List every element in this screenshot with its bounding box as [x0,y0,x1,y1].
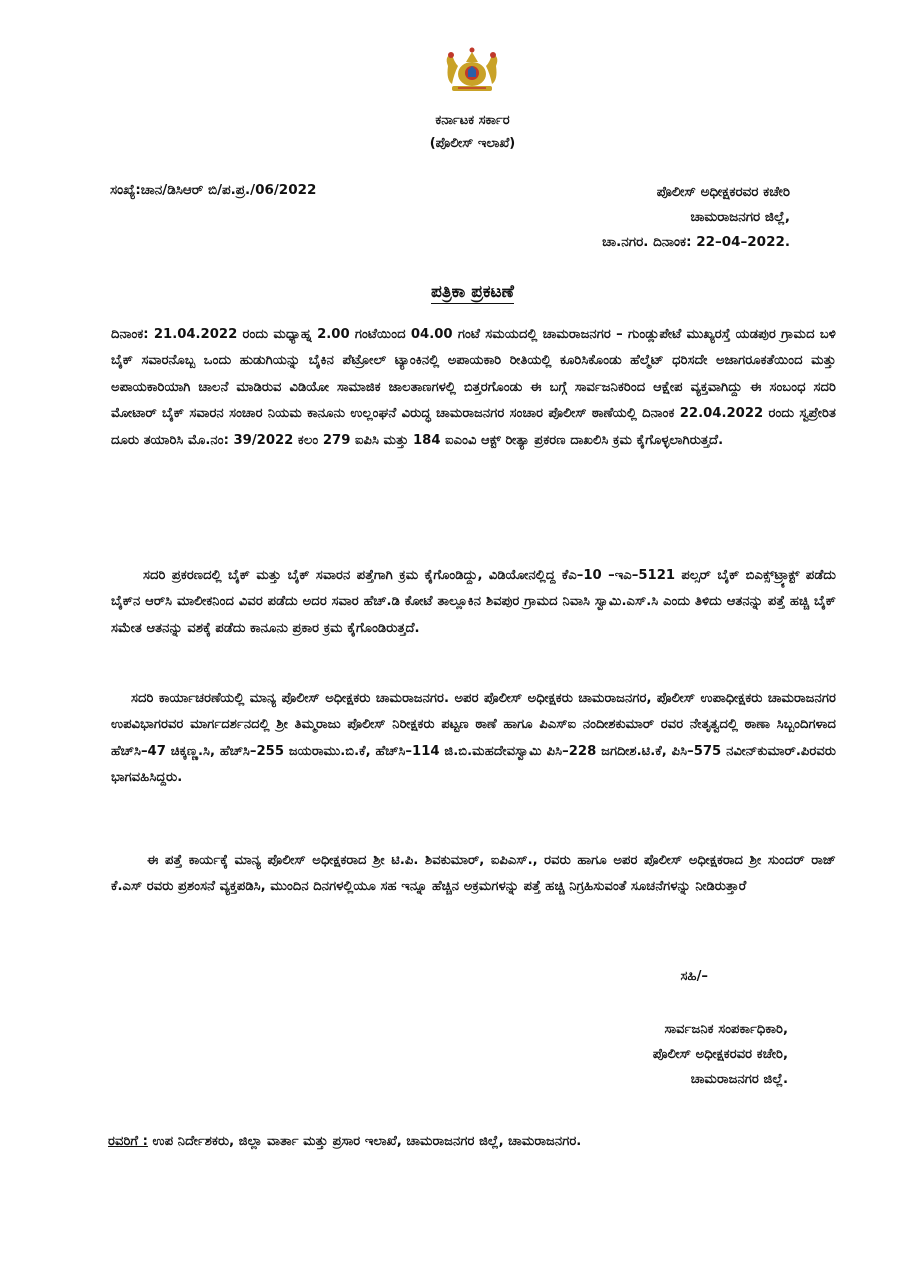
reference-number: ಸಂಖ್ಯೆ:ಚಾನ/ಡಿಸಿಆರ್ ಬಿ/ಪ.ಪ್ರ./06/2022 [110,182,317,198]
office-address-block [602,180,790,255]
paragraph-operation-team: ಸದರಿ ಕಾರ್ಯಾಚರಣೆಯಲ್ಲಿ ಮಾನ್ಯ ಪೊಲೀಸ್ ಅಧೀಕ್ಷಕರು ಚಾಮರಾಜನಗರ. ಅಪರ ಪೊಲೀಸ್ ಅಧೀಕ್ಷಕರು ಚಾಮರಾಜನಗರ, ಪೊಲೀಸ್ ಉಪಾಧೀಕ್ಷಕರು ಚಾಮರಾಜನಗರ ಉಪವಿಭಾಗರವರ ಮಾರ್ಗದರ್ಶನದಲ್ಲಿ ಶ್ರೀ ತಿಮ್ಮರಾಜು ಪೊಲೀಸ್ ನಿರೀಕ್ಷಕರು ಪಟ್ಟಣ ಠಾಣೆ ಹಾಗೂ ಪಿಎಸ್ಐ ನಂದೀಶಕುಮಾರ್ ರವರ ನೇತೃತ್ವದಲ್ಲಿ ಠಾಣಾ ಸಿಬ್ಬಂದಿಗಳಾದ ಹೆಚ್‌ಸಿ–47 ಚಿಕ್ಕಣ್ಣ.ಸಿ, ಹೆಚ್‌ಸಿ–255 ಜಯರಾಮು.ಬಿ.ಕೆ, ಹೆಚ್‌ಸಿ–114 ಜಿ.ಬಿ.ಮಹದೇವಸ್ವಾಮಿ ಪಿಸಿ–228 ಜಗದೀಶ.ಟಿ.ಕೆ, ಪಿಸಿ–575 ನವೀನ್‌ಕುಮಾರ್.ಪಿರವರು ಭಾಗವಹಿಸಿದ್ದರು. [111,691,836,786]
paragraph-investigation: ಸದರಿ ಪ್ರಕರಣದಲ್ಲಿ ಬೈಕ್ ಮತ್ತು ಬೈಕ್ ಸವಾರನ ಪತ್ತೆಗಾಗಿ ಕ್ರಮ ಕೈಗೊಂಡಿದ್ದು, ವಿಡಿಯೋನಲ್ಲಿದ್ದ ಕೆಎ–10 –ಇಎ–5121 ಪಲ್ಸರ್ ಬೈಕ್ ಬಿಎಕ್ಸ್‌ಟ್ರ್ಯಾಕ್ಟ್ ಪಡೆದು ಬೈಕ್‌ನ ಆರ್‌ಸಿ ಮಾಲೀಕನಿಂದ ವಿವರ ಪಡೆದು ಅದರ ಸವಾರ ಹೆಚ್.ಡಿ ಕೋಟೆ ತಾಲ್ಲೂಕಿನ ಶಿವಪುರ ಗ್ರಾಮದ ನಿವಾಸಿ ಸ್ವಾಮಿ.ಎಸ್.ಸಿ ಎಂದು ತಿಳಿದು ಆತನನ್ನು ಪತ್ತೆ ಹಚ್ಚಿ ಬೈಕ್ ಸಮೇತ ಆತನನ್ನು ವಶಕ್ಕೆ ಪಡೆದು ಕಾನೂನು ಪ್ರಕಾರ ಕ್ರಮ ಕೈಗೊಂಡಿರುತ್ತದೆ. [111,568,836,636]
signatory-title: ಸಾರ್ವಜನಿಕ ಸಂಪರ್ಕಾಧಿಕಾರಿ, [664,1022,788,1037]
page-title [0,282,900,302]
government-name: ಕರ್ನಾಟಕ ಸರ್ಕಾರ [435,113,510,128]
paragraph-appreciation: ಈ ಪತ್ತೆ ಕಾರ್ಯಕ್ಕೆ ಮಾನ್ಯ ಪೊಲೀಸ್ ಅಧೀಕ್ಷಕರಾದ ಶ್ರೀ ಟಿ.ಪಿ. ಶಿವಕುಮಾರ್, ಐಪಿಎಸ್., ರವರು ಹಾಗೂ ಅಪರ ಪೊಲೀಸ್ ಅಧೀಕ್ಷಕರಾದ ಶ್ರೀ ಸುಂದರ್ ರಾಜ್ ಕೆ.ಎಸ್ ರವರು ಪ್ರಶಂಸನೆ ವ್ಯಕ್ತಪಡಿಸಿ, ಮುಂದಿನ ದಿನಗಳಲ್ಲಿಯೂ ಸಹ ಇನ್ನೂ ಹೆಚ್ಚಿನ ಅಕ್ರಮಗಳನ್ನು ಪತ್ತೆ ಹಚ್ಚಿ ನಿಗ್ರಹಿಸುವಂತೆ ಸೂಚನೆಗಳನ್ನು ನೀಡಿರುತ್ತಾರೆ [111,853,836,895]
copy-to-recipient: ಉಪ ನಿರ್ದೇಶಕರು, ಜಿಲ್ಲಾ ವಾರ್ತಾ ಮತ್ತು ಪ್ರಸಾರ ಇಲಾಖೆ, ಚಾಮರಾಜನಗರ ಜಿಲ್ಲೆ, ಚಾಮರಾಜನಗರ. [152,1134,582,1149]
copy-to-label: ರವರಿಗೆ : [108,1134,148,1149]
department-name: (ಪೊಲೀಸ್ ಇಲಾಖೆ) [429,136,516,151]
copy-to-line [108,1134,581,1149]
signatory-office: ಪೊಲೀಸ್ ಅಧೀಕ್ಷಕರವರ ಕಚೇರಿ, [652,1047,788,1062]
paragraph-incident: ದಿನಾಂಕ: 21.04.2022 ರಂದು ಮಧ್ಯಾಹ್ನ 2.00 ಗಂಟೆಯಿಂದ 04.00 ಗಂಟೆ ಸಮಯದಲ್ಲಿ ಚಾಮರಾಜನಗರ – ಗುಂಡ್ಲುಪೇಟೆ ಮುಖ್ಯರಸ್ತೆ ಯಡಪುರ ಗ್ರಾಮದ ಬಳಿ ಬೈಕ್ ಸವಾರನೊಬ್ಬ ಒಂದು ಹುಡುಗಿಯನ್ನು ಬೈಕಿನ ಪೆಟ್ರೋಲ್ ಟ್ಯಾಂಕಿನಲ್ಲಿ ಅಪಾಯಕಾರಿ ರೀತಿಯಲ್ಲಿ ಕೂರಿಸಿಕೊಂಡು ಹೆಲ್ಮೆಟ್ ಧರಿಸದೇ ಅಜಾಗರೂಕತೆಯಿಂದ ಮತ್ತು ಅಪಾಯಕಾರಿಯಾಗಿ ಚಾಲನೆ ಮಾಡಿರುವ ವಿಡಿಯೋ ಸಾಮಾಜಿಕ ಜಾಲತಾಣಗಳಲ್ಲಿ ಬಿತ್ತರಗೊಂಡು ಈ ಬಗ್ಗೆ ಸಾರ್ವಜನಿಕರಿಂದ ಆಕ್ಷೇಪ ವ್ಯಕ್ತವಾಗಿದ್ದು ಈ ಸಂಬಂಧ ಸದರಿ ಮೋಟಾರ್ ಬೈಕ್ ಸವಾರನ ಸಂಚಾರ ನಿಯಮ ಕಾನೂನು ಉಲ್ಲಂಘನೆ ವಿರುದ್ಧ ಚಾಮರಾಜನಗರ ಸಂಚಾರ ಪೊಲೀಸ್ ಠಾಣೆಯಲ್ಲಿ ದಿನಾಂಕ 22.04.2022 ರಂದು ಸ್ವಪ್ರೇರಿತ ದೂರು ತಯಾರಿಸಿ ಮೊ.ನಂ: 39/2022 ಕಲಂ 279 ಐಪಿಸಿ ಮತ್ತು 184 ಐಎಂವಿ ಆಕ್ಟ್ ರೀತ್ಯಾ ಪ್ರಕರಣ ದಾಖಲಿಸಿ ಕ್ರಮ ಕೈಗೊಳ್ಳಲಾಗಿರುತ್ತದೆ. [111,327,836,448]
signature-mark: ಸಹಿ/– [680,969,708,984]
signatory-district: ಚಾಮರಾಜನಗರ ಜಿಲ್ಲೆ. [690,1072,788,1087]
title-text: ಪತ್ರಿಕಾ ಪ್ರಕಟಣೆ [431,282,514,302]
signature-block [653,1017,788,1092]
office-district: ಚಾಮರಾಜನಗರ ಜಿಲ್ಲೆ, [690,209,790,225]
release-date: ಚಾ.ನಗರ. ದಿನಾಂಕ: 22–04–2022. [602,234,790,250]
office-name: ಪೊಲೀಸ್ ಅಧೀಕ್ಷಕರವರ ಕಚೇರಿ [656,184,790,200]
karnataka-emblem-icon [440,44,504,94]
